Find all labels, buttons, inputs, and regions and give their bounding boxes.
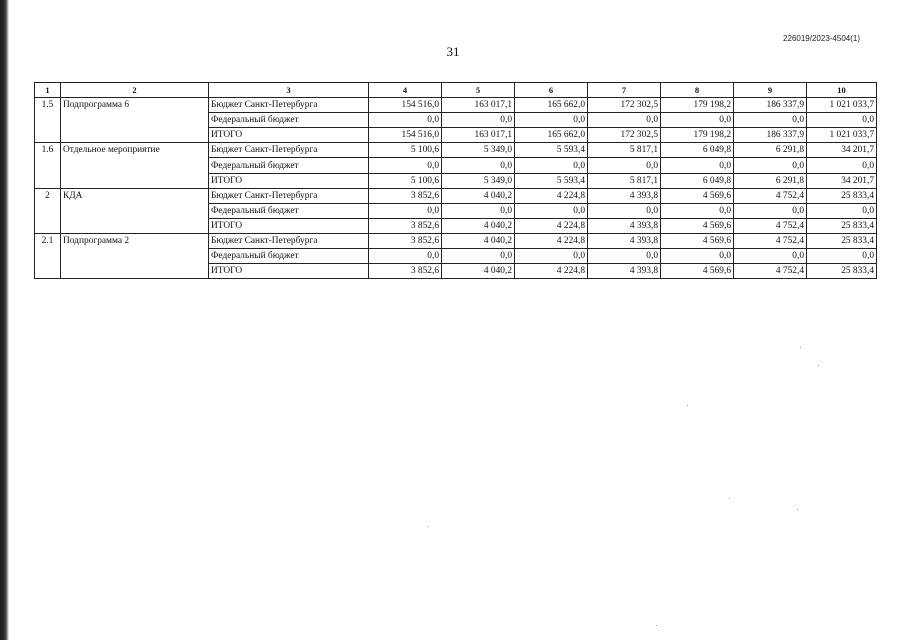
row-code: 1.5 xyxy=(35,98,61,143)
value-cell: 6 291,8 xyxy=(734,143,807,158)
value-cell: 154 516,0 xyxy=(369,98,442,113)
value-cell: 0,0 xyxy=(369,249,442,264)
value-cell: 165 662,0 xyxy=(515,98,588,113)
value-cell: 0,0 xyxy=(369,158,442,173)
value-cell: 4 040,2 xyxy=(442,188,515,203)
total-cell: 25 833,4 xyxy=(807,264,877,279)
value-cell: 5 817,1 xyxy=(588,143,661,158)
total-cell: 0,0 xyxy=(807,203,877,218)
total-cell: 0,0 xyxy=(807,249,877,264)
value-cell: 0,0 xyxy=(369,203,442,218)
value-cell: 6 049,8 xyxy=(661,143,734,158)
value-cell: 172 302,5 xyxy=(588,98,661,113)
value-cell: 0,0 xyxy=(442,203,515,218)
document-id: 226019/2023-4504(1) xyxy=(783,34,860,43)
value-cell: 186 337,9 xyxy=(734,128,807,143)
value-cell: 4 569,6 xyxy=(661,233,734,248)
value-cell: 0,0 xyxy=(588,158,661,173)
total-cell: 0,0 xyxy=(807,113,877,128)
value-cell: 5 593,4 xyxy=(515,173,588,188)
value-cell: 6 291,8 xyxy=(734,173,807,188)
scan-speck xyxy=(427,526,428,527)
value-cell: 4 040,2 xyxy=(442,233,515,248)
total-cell: 0,0 xyxy=(807,158,877,173)
value-cell: 179 198,2 xyxy=(661,98,734,113)
total-cell: 25 833,4 xyxy=(807,218,877,233)
value-cell: 4 393,8 xyxy=(588,233,661,248)
value-cell: 3 852,6 xyxy=(369,233,442,248)
value-cell: 4 752,4 xyxy=(734,233,807,248)
total-cell: 1 021 033,7 xyxy=(807,128,877,143)
value-cell: 3 852,6 xyxy=(369,218,442,233)
funding-source: Бюджет Санкт-Петербурга xyxy=(209,233,369,248)
table-row xyxy=(35,143,877,158)
value-cell: 0,0 xyxy=(442,158,515,173)
value-cell: 0,0 xyxy=(661,203,734,218)
row-code: 2.1 xyxy=(35,233,61,278)
value-cell: 163 017,1 xyxy=(442,98,515,113)
funding-source: Федеральный бюджет xyxy=(209,158,369,173)
value-cell: 0,0 xyxy=(661,249,734,264)
scan-speck xyxy=(800,347,801,348)
value-cell: 0,0 xyxy=(734,158,807,173)
value-cell: 4 040,2 xyxy=(442,218,515,233)
total-cell: 34 201,7 xyxy=(807,143,877,158)
funding-source: ИТОГО xyxy=(209,264,369,279)
column-header: 2 xyxy=(61,83,209,98)
value-cell: 0,0 xyxy=(734,249,807,264)
funding-source: Бюджет Санкт-Петербурга xyxy=(209,188,369,203)
column-header: 7 xyxy=(588,83,661,98)
value-cell: 0,0 xyxy=(515,203,588,218)
total-cell: 25 833,4 xyxy=(807,233,877,248)
value-cell: 6 049,8 xyxy=(661,173,734,188)
column-header: 5 xyxy=(442,83,515,98)
program-name: КДА xyxy=(61,188,209,233)
value-cell: 5 349,0 xyxy=(442,173,515,188)
value-cell: 4 569,6 xyxy=(661,264,734,279)
program-name: Подпрограмма 6 xyxy=(61,98,209,143)
value-cell: 4 393,8 xyxy=(588,218,661,233)
row-code: 2 xyxy=(35,188,61,233)
value-cell: 0,0 xyxy=(734,113,807,128)
value-cell: 4 224,8 xyxy=(515,233,588,248)
value-cell: 165 662,0 xyxy=(515,128,588,143)
value-cell: 4 393,8 xyxy=(588,188,661,203)
scan-speck xyxy=(687,405,688,406)
table-row xyxy=(35,188,877,203)
value-cell: 4 224,8 xyxy=(515,218,588,233)
value-cell: 4 569,6 xyxy=(661,188,734,203)
scan-speck xyxy=(818,365,819,366)
value-cell: 4 040,2 xyxy=(442,264,515,279)
row-code: 1.6 xyxy=(35,143,61,188)
value-cell: 0,0 xyxy=(588,249,661,264)
column-header: 6 xyxy=(515,83,588,98)
value-cell: 5 100,6 xyxy=(369,173,442,188)
value-cell: 4 752,4 xyxy=(734,264,807,279)
funding-source: ИТОГО xyxy=(209,173,369,188)
value-cell: 0,0 xyxy=(515,158,588,173)
column-header: 9 xyxy=(734,83,807,98)
column-header: 1 xyxy=(35,83,61,98)
total-cell: 1 021 033,7 xyxy=(807,98,877,113)
value-cell: 4 393,8 xyxy=(588,264,661,279)
budget-table xyxy=(34,82,877,279)
funding-source: Федеральный бюджет xyxy=(209,203,369,218)
funding-source: Федеральный бюджет xyxy=(209,113,369,128)
funding-source: ИТОГО xyxy=(209,128,369,143)
funding-source: ИТОГО xyxy=(209,218,369,233)
value-cell: 0,0 xyxy=(515,249,588,264)
value-cell: 4 569,6 xyxy=(661,218,734,233)
value-cell: 0,0 xyxy=(442,113,515,128)
program-name: Отдельное мероприятие xyxy=(61,143,209,188)
value-cell: 179 198,2 xyxy=(661,128,734,143)
value-cell: 4 224,8 xyxy=(515,188,588,203)
column-header: 8 xyxy=(661,83,734,98)
scan-speck xyxy=(656,625,657,626)
scan-speck xyxy=(797,509,798,510)
value-cell: 4 224,8 xyxy=(515,264,588,279)
value-cell: 0,0 xyxy=(442,249,515,264)
scan-speck xyxy=(729,498,730,499)
table-row xyxy=(35,98,877,113)
value-cell: 3 852,6 xyxy=(369,188,442,203)
value-cell: 0,0 xyxy=(588,203,661,218)
value-cell: 186 337,9 xyxy=(734,98,807,113)
value-cell: 0,0 xyxy=(369,113,442,128)
value-cell: 0,0 xyxy=(661,158,734,173)
value-cell: 154 516,0 xyxy=(369,128,442,143)
value-cell: 0,0 xyxy=(734,203,807,218)
value-cell: 5 349,0 xyxy=(442,143,515,158)
total-cell: 25 833,4 xyxy=(807,188,877,203)
funding-source: Бюджет Санкт-Петербурга xyxy=(209,98,369,113)
scan-binding-edge xyxy=(0,0,9,640)
value-cell: 5 100,6 xyxy=(369,143,442,158)
value-cell: 5 593,4 xyxy=(515,143,588,158)
value-cell: 4 752,4 xyxy=(734,188,807,203)
column-header: 4 xyxy=(369,83,442,98)
total-cell: 34 201,7 xyxy=(807,173,877,188)
funding-source: Федеральный бюджет xyxy=(209,249,369,264)
value-cell: 0,0 xyxy=(588,113,661,128)
value-cell: 0,0 xyxy=(661,113,734,128)
value-cell: 0,0 xyxy=(515,113,588,128)
column-header: 10 xyxy=(807,83,877,98)
table-row xyxy=(35,233,877,248)
value-cell: 172 302,5 xyxy=(588,128,661,143)
page-number: 31 xyxy=(446,44,460,59)
value-cell: 163 017,1 xyxy=(442,128,515,143)
funding-source: Бюджет Санкт-Петербурга xyxy=(209,143,369,158)
value-cell: 3 852,6 xyxy=(369,264,442,279)
program-name: Подпрограмма 2 xyxy=(61,233,209,278)
column-header: 3 xyxy=(209,83,369,98)
value-cell: 5 817,1 xyxy=(588,173,661,188)
header-row xyxy=(35,83,877,98)
value-cell: 4 752,4 xyxy=(734,218,807,233)
